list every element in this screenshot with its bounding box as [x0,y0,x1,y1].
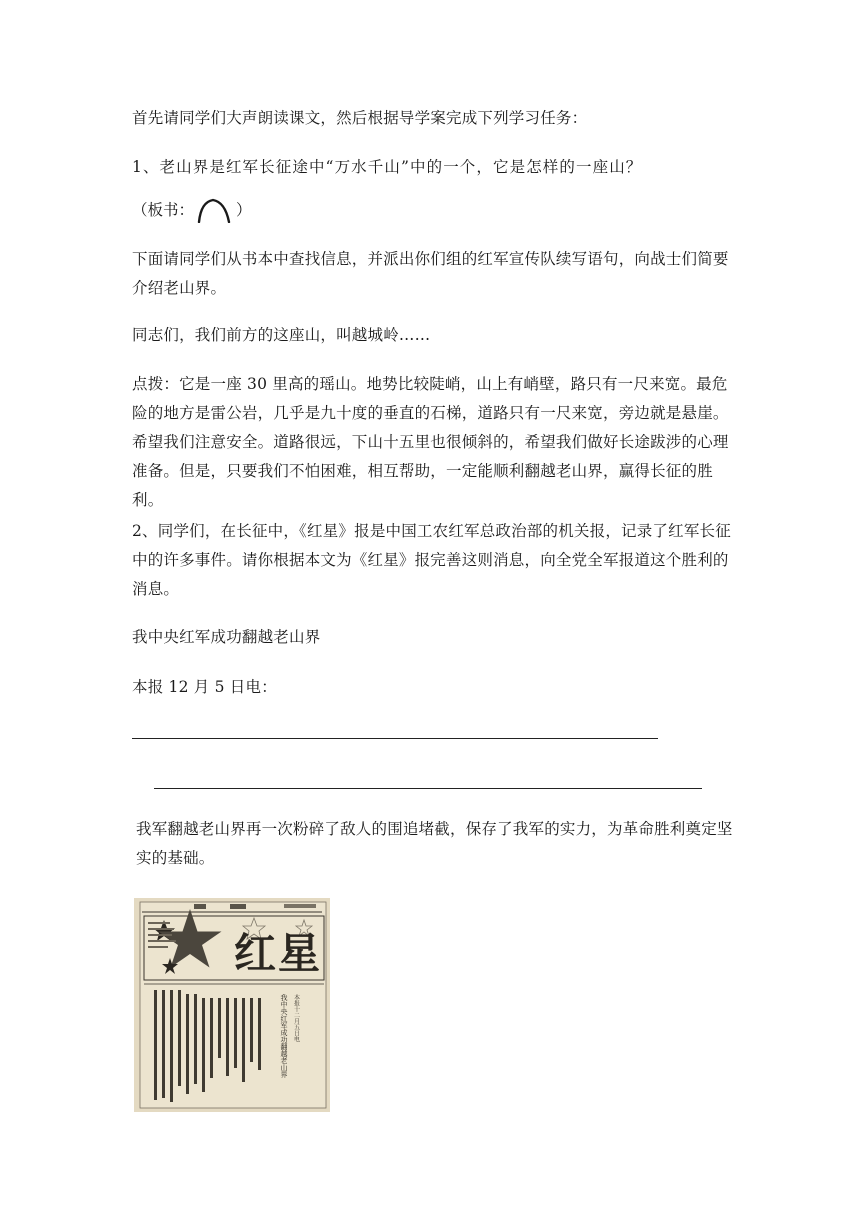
board-note-close: ） [236,201,252,219]
board-note [132,196,252,224]
task1-hint: 点拨：它是一座 30 里高的瑶山。地势比较陡峭，山上有峭壁，路只有一尺来宽。最危险的地方是雷公岩，几乎是九十度的垂直的石梯，道路只有一尺来宽，旁边就是悬崖。希望我们注意安全。道路很远，下山十五里也很倾斜的，希望我们做好长途跋涉的心理准备。但是，只要我们不怕困难，相互帮助，一定能顺利翻越老山界，赢得长征的胜利。 [132,375,729,509]
answer-blank-line-1[interactable] [132,738,658,739]
mountain-arch-icon [196,197,232,223]
task1-instruction: 下面请同学们从书本中查找信息，并派出你们组的红军宣传队续写语句，向战士们简要介绍老山界。 [132,250,729,297]
intro-paragraph: 首先请同学们大声朗读课文，然后根据导学案完成下列学习任务： [132,109,588,127]
news-conclusion: 我军翻越老山界再一次粉碎了敌人的围追堵截，保存了我军的实力，为革命胜利奠定坚实的基础。 [136,820,733,867]
task1-question: 1、老山界是红军长征途中“万水千山”中的一个，它是怎样的一座山？ [132,158,643,176]
red-star-newspaper-image [134,898,330,1112]
answer-blank-line-2[interactable] [154,788,702,789]
masthead-text: 红星 [234,929,323,978]
task1-starter: 同志们，我们前方的这座山，叫越城岭…… [132,326,431,344]
news-dateline: 本报 12 月 5 日电： [132,678,277,696]
news-headline: 我中央红军成功翻越老山界 [132,628,321,646]
vertical-headline: 我中央红军成功翻越老山界 [280,994,288,1078]
task2-question: 2、同学们，在长征中，《红星》报是中国工农红军总政治部的机关报，记录了红军长征中的许多事件。请你根据本文为《红星》报完善这则消息，向全党全军报道这个胜利的消息。 [132,522,731,598]
board-note-open: （板书： [132,201,195,219]
vertical-dateline: 本报十二月五日电 [292,994,300,1042]
